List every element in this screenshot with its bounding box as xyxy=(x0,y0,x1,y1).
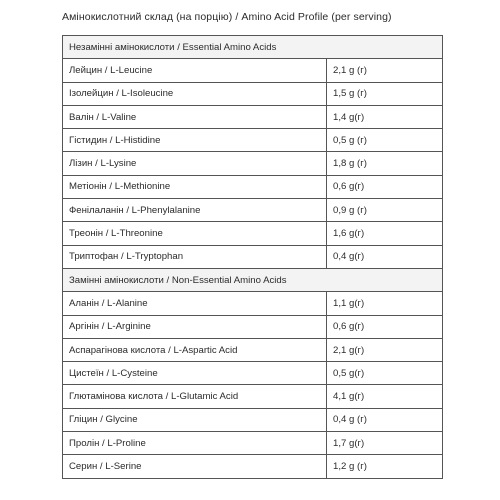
table-row xyxy=(63,408,443,431)
amino-acid-name: Серин / L-Serine xyxy=(63,455,327,478)
amino-acid-amount: 2,1 g(г) xyxy=(327,338,443,361)
table-row xyxy=(63,362,443,385)
amino-acid-amount: 1,2 g (г) xyxy=(327,455,443,478)
amino-acid-amount: 0,5 g (г) xyxy=(327,129,443,152)
table-row xyxy=(63,175,443,198)
table-row xyxy=(63,222,443,245)
amino-acid-amount: 1,1 g(г) xyxy=(327,292,443,315)
amino-acid-name: Аргінін / L-Arginine xyxy=(63,315,327,338)
table-row xyxy=(63,199,443,222)
amino-acid-amount: 1,5 g (г) xyxy=(327,82,443,105)
amino-acid-amount: 0,6 g(г) xyxy=(327,315,443,338)
section-heading: Замінні амінокислоти / Non-Essential Amino Acids xyxy=(63,268,443,291)
amino-acid-name: Гліцин / Glycine xyxy=(63,408,327,431)
table-row xyxy=(63,455,443,478)
amino-acid-name: Пролін / L-Proline xyxy=(63,432,327,455)
amino-acid-amount: 2,1 g (г) xyxy=(327,59,443,82)
amino-acid-amount: 0,6 g(г) xyxy=(327,175,443,198)
amino-acid-name: Лізин / L-Lysine xyxy=(63,152,327,175)
amino-acid-name: Лейцин / L-Leucine xyxy=(63,59,327,82)
table-row xyxy=(63,385,443,408)
table-row xyxy=(63,292,443,315)
amino-acid-table-body xyxy=(63,36,443,479)
amino-acid-amount: 1,4 g(г) xyxy=(327,105,443,128)
amino-acid-amount: 0,4 g(г) xyxy=(327,245,443,268)
amino-acid-name: Цистеїн / L-Cysteine xyxy=(63,362,327,385)
amino-acid-name: Ізолейцин / L-Isoleucine xyxy=(63,82,327,105)
amino-acid-amount: 0,4 g (г) xyxy=(327,408,443,431)
amino-acid-name: Триптофан / L-Tryptophan xyxy=(63,245,327,268)
table-row xyxy=(63,432,443,455)
table-row xyxy=(63,129,443,152)
amino-acid-amount: 4,1 g(г) xyxy=(327,385,443,408)
table-row xyxy=(63,338,443,361)
section-header-row xyxy=(63,268,443,291)
section-heading: Незамінні амінокислоти / Essential Amino Acids xyxy=(63,36,443,59)
amino-acid-amount: 1,8 g (г) xyxy=(327,152,443,175)
amino-acid-table xyxy=(62,35,443,479)
amino-acid-name: Фенілаланін / L-Phenylalanine xyxy=(63,199,327,222)
amino-acid-amount: 1,7 g(г) xyxy=(327,432,443,455)
section-header-row xyxy=(63,36,443,59)
amino-acid-name: Валін / L-Valine xyxy=(63,105,327,128)
amino-acid-name: Треонін / L-Threonine xyxy=(63,222,327,245)
table-row xyxy=(63,152,443,175)
table-row xyxy=(63,59,443,82)
amino-acid-name: Гістидин / L-Histidine xyxy=(63,129,327,152)
amino-acid-amount: 0,5 g(г) xyxy=(327,362,443,385)
amino-acid-amount: 0,9 g (г) xyxy=(327,199,443,222)
amino-acid-name: Метіонін / L-Methionine xyxy=(63,175,327,198)
amino-acid-name: Глютамінова кислота / L-Glutamic Acid xyxy=(63,385,327,408)
table-row xyxy=(63,82,443,105)
page-title: Амінокислотний склад (на порцію) / Amino Acid Profile (per serving) xyxy=(62,11,392,23)
amino-acid-name: Аланін / L-Alanine xyxy=(63,292,327,315)
amino-acid-name: Аспарагінова кислота / L-Aspartic Acid xyxy=(63,338,327,361)
table-row xyxy=(63,105,443,128)
table-row xyxy=(63,315,443,338)
amino-acid-amount: 1,6 g(г) xyxy=(327,222,443,245)
table-row xyxy=(63,245,443,268)
